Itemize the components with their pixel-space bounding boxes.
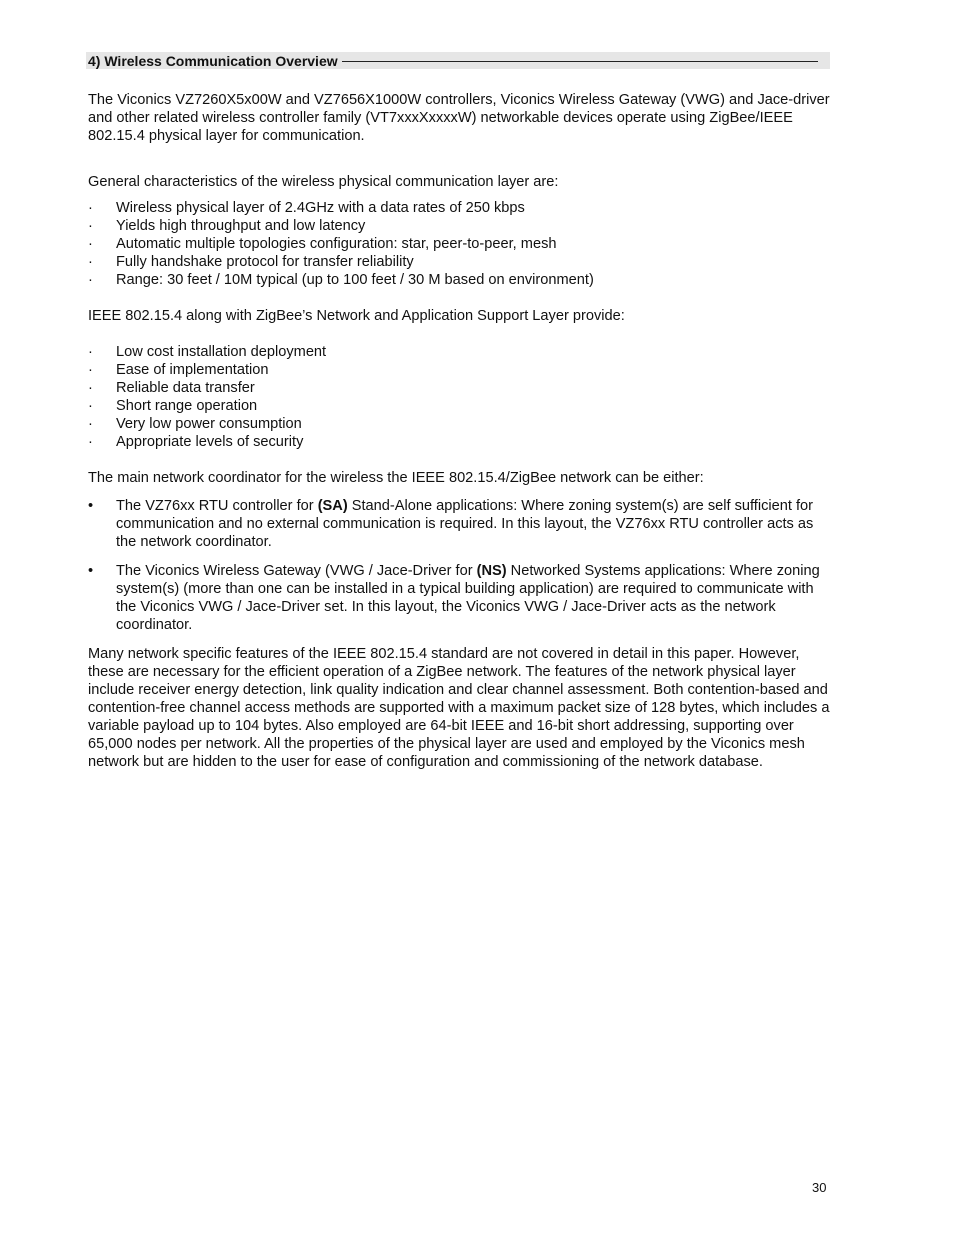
bullet-marker: • <box>88 498 94 514</box>
dot-marker: · <box>88 272 93 288</box>
dot-marker: · <box>88 236 93 252</box>
features-paragraph: Many network specific features of the IEEE 802.15.4 standard are not covered in detail in this paper. However, these are necessary for the efficient operation of a ZigBee network. The features of the network physical layer include receiver energy detection, link quality indication and clear channel assessment. Both contention-based and contention-free channel access methods are supported with a maximum packet size of 128 bytes, which includes a variable payload up to 104 bytes. Also employed are 64-bit IEEE and 16-bit short addressing, supporting over 65,000 nodes per network. All the properties of the physical layer are used and employed by the Viconics mesh network but are hidden to the user for ease of configuration and commissioning of the network database. <box>88 646 830 770</box>
sa-label: (SA) <box>317 498 348 514</box>
list-item: · Very low power consumption <box>88 416 302 432</box>
list-item: · Appropriate levels of security <box>88 434 304 450</box>
section-title: 4) Wireless Communication Overview <box>88 52 338 69</box>
list-item: • The VZ76xx RTU controller for (SA) Stand-Alone applications: Where zoning system(s) are self sufficient for communication and no external communication is required. In this layout, the VZ76xx RTU controller acts as the network coordinator. <box>88 498 814 550</box>
dot-marker: · <box>88 362 93 378</box>
list-item: · Reliable data transfer <box>88 380 255 396</box>
list-item: · Fully handshake protocol for transfer reliability <box>88 254 414 270</box>
dot-marker: · <box>88 380 93 396</box>
coordinator-intro: The main network coordinator for the wireless the IEEE 802.15.4/ZigBee network can be either: <box>88 470 704 486</box>
list-item: · Ease of implementation <box>88 362 269 378</box>
ieee-intro: IEEE 802.15.4 along with ZigBee’s Network and Application Support Layer provide: <box>88 308 625 324</box>
section-header <box>86 52 830 69</box>
dot-marker: · <box>88 254 93 270</box>
list-item: · Range: 30 feet / 10M typical (up to 100 feet / 30 M based on environment) <box>88 272 594 288</box>
list-item: · Automatic multiple topologies configuration: star, peer-to-peer, mesh <box>88 236 557 252</box>
intro-paragraph: The Viconics VZ7260X5x00W and VZ7656X1000W controllers, Viconics Wireless Gateway (VWG) and Jace-driver and other related wireless controller family (VT7xxxXxxxxW) networkable devices operate using ZigBee/IEEE 802.15.4 physical layer for communication. <box>88 92 830 144</box>
list-item: · Yields high throughput and low latency <box>88 218 366 234</box>
ns-label: (NS) <box>476 563 507 579</box>
dot-marker: · <box>88 200 93 216</box>
general-characteristics-list <box>88 199 830 289</box>
general-characteristics-intro: General characteristics of the wireless physical communication layer are: <box>88 174 559 190</box>
dot-marker: · <box>88 434 93 450</box>
bullet-marker: • <box>88 563 94 579</box>
coordinator-options-list <box>88 497 830 634</box>
ieee-benefits-list <box>88 343 830 451</box>
dot-marker: · <box>88 218 93 234</box>
page-number: 30 <box>812 1180 827 1195</box>
section-title-rule <box>342 61 818 62</box>
list-item: · Wireless physical layer of 2.4GHz with a data rates of 250 kbps <box>88 200 525 216</box>
list-item: • The Viconics Wireless Gateway (VWG / Jace-Driver for (NS) Networked Systems applications: Where zoning system(s) (more than one can be installed in a typical building application) are required to communicate with the Viconics VWG / Jace-Driver set. In this layout, the Viconics VWG / Jace-Driver acts as the network coordinator. <box>88 563 820 633</box>
list-item: · Low cost installation deployment <box>88 344 327 360</box>
dot-marker: · <box>88 344 93 360</box>
dot-marker: · <box>88 416 93 432</box>
dot-marker: · <box>88 398 93 414</box>
list-item: · Short range operation <box>88 398 258 414</box>
document-page <box>88 52 830 771</box>
